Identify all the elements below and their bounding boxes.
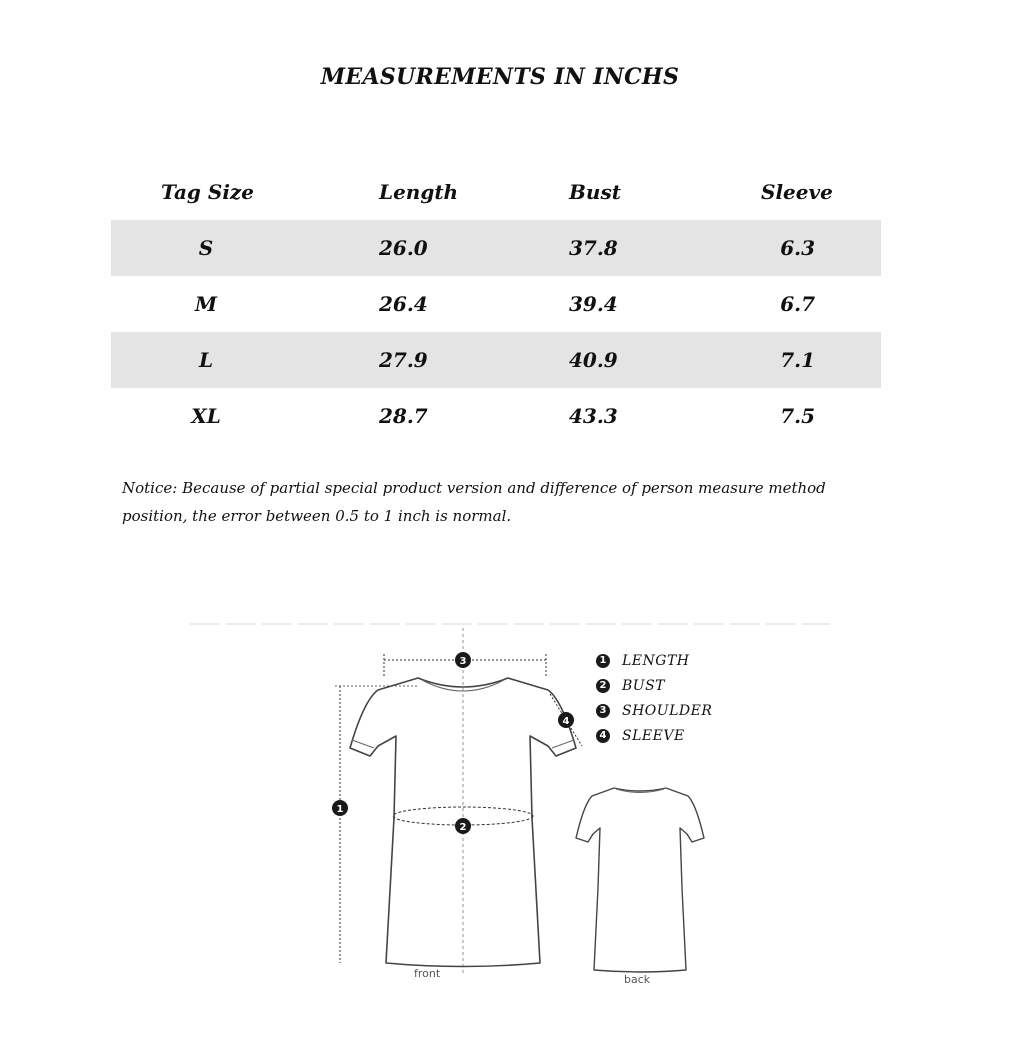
- legend-number-badge: 2: [596, 679, 610, 693]
- front-view-label: front: [414, 967, 441, 980]
- size-cell: L: [198, 348, 214, 372]
- back-shirt-outline: [576, 788, 704, 972]
- table-row: [111, 332, 881, 388]
- legend-item: [596, 723, 712, 748]
- marker-bust: [455, 818, 471, 834]
- legend-label: LENGTH: [622, 652, 690, 669]
- sleeve-cell: 7.5: [780, 404, 815, 428]
- length-cell: 27.9: [379, 348, 428, 372]
- header-bust: Bust: [569, 180, 621, 204]
- table-row: [111, 276, 881, 332]
- marker-length-number: 1: [336, 804, 344, 815]
- size-cell: S: [198, 236, 214, 260]
- table-header-row: [111, 164, 881, 220]
- marker-bust-number: 2: [459, 822, 467, 833]
- legend-item: [596, 673, 712, 698]
- bust-cell: 40.9: [569, 348, 618, 372]
- sleeve-hem-right: [552, 740, 574, 748]
- bust-cell: 39.4: [569, 292, 618, 316]
- marker-length: [332, 800, 348, 816]
- bust-cell: 43.3: [569, 404, 618, 428]
- table-row: [111, 388, 881, 444]
- size-cell: XL: [191, 404, 221, 428]
- back-view-label: back: [624, 973, 651, 986]
- header-sleeve: Sleeve: [761, 180, 833, 204]
- marker-sleeve: [558, 712, 574, 728]
- page-title: MEASUREMENTS IN INCHS: [320, 64, 680, 90]
- size-table: [111, 164, 881, 444]
- header-length: Length: [379, 180, 459, 204]
- sleeve-hem-left: [352, 740, 374, 748]
- legend-number-badge: 3: [596, 704, 610, 718]
- legend-item: [596, 698, 712, 723]
- sleeve-cell: 6.3: [780, 236, 815, 260]
- marker-shoulder-number: 3: [459, 656, 467, 667]
- legend-item: [596, 648, 712, 673]
- legend-number-badge: 1: [596, 654, 610, 668]
- legend-label: BUST: [622, 677, 666, 694]
- length-cell: 26.0: [379, 236, 428, 260]
- marker-shoulder: [455, 652, 471, 668]
- sleeve-cell: 6.7: [780, 292, 815, 316]
- header-tag-size: Tag Size: [161, 180, 254, 204]
- length-cell: 26.4: [379, 292, 428, 316]
- legend-label: SHOULDER: [622, 702, 713, 719]
- bust-cell: 37.8: [569, 236, 618, 260]
- sleeve-cell: 7.1: [780, 348, 815, 372]
- legend-label: SLEEVE: [622, 727, 685, 744]
- marker-sleeve-number: 4: [562, 716, 570, 727]
- size-cell: M: [194, 292, 218, 316]
- length-cell: 28.7: [379, 404, 428, 428]
- notice-text: Notice: Because of partial special product version and difference of person measure method position, the error between 0.5 to 1 inch is normal.: [122, 479, 826, 525]
- measurement-diagram: [180, 618, 840, 998]
- measurement-legend: [596, 648, 712, 748]
- table-row: [111, 220, 881, 276]
- legend-number-badge: 4: [596, 729, 610, 743]
